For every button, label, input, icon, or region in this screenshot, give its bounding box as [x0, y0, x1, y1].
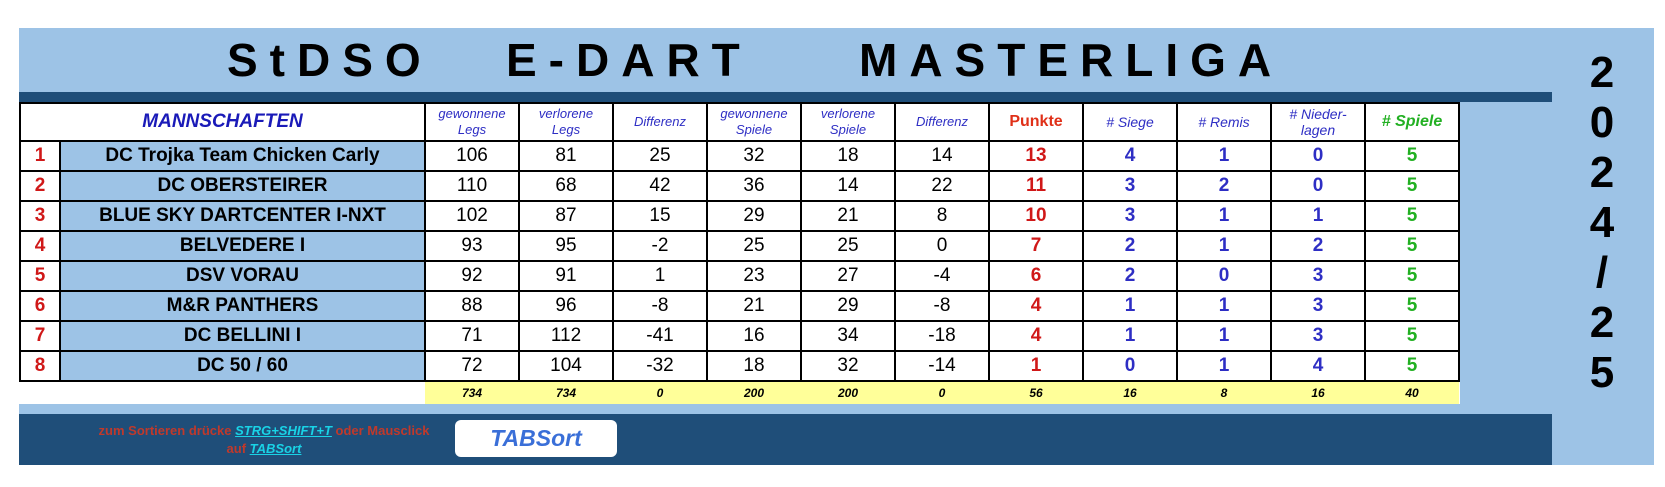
lost-legs: 87: [519, 201, 613, 231]
sort-hint: [64, 422, 464, 458]
games: 5: [1365, 261, 1459, 291]
total-wins: 16: [1083, 381, 1177, 404]
points: 1: [989, 351, 1083, 381]
rank-cell: 3: [20, 201, 60, 231]
game-diff: -18: [895, 321, 989, 351]
leg-diff: -41: [613, 321, 707, 351]
game-diff: 14: [895, 141, 989, 171]
won-games: 23: [707, 261, 801, 291]
footer-bar: [19, 414, 1552, 465]
games: 5: [1365, 171, 1459, 201]
draws: 1: [1177, 321, 1271, 351]
won-legs: 93: [425, 231, 519, 261]
wins: 4: [1083, 141, 1177, 171]
rank-cell: 1: [20, 141, 60, 171]
col-header-losses[interactable]: [1271, 103, 1365, 141]
game-diff: 22: [895, 171, 989, 201]
lost-legs: 95: [519, 231, 613, 261]
hint-text: zum Sortieren drücke: [98, 423, 236, 438]
hint-text: oder Mausclick: [331, 423, 430, 438]
lost-legs: 81: [519, 141, 613, 171]
title-part-2: E-DART: [506, 34, 752, 86]
rank-cell: 6: [20, 291, 60, 321]
total-won-games: 200: [707, 381, 801, 404]
team-name: DC Trojka Team Chicken Carly: [60, 141, 425, 171]
draws: 1: [1177, 231, 1271, 261]
leg-diff: 1: [613, 261, 707, 291]
points: 4: [989, 321, 1083, 351]
team-name: DSV VORAU: [60, 261, 425, 291]
tabsort-button[interactable]: TABSort: [455, 420, 617, 457]
season-char: 2: [1589, 48, 1615, 97]
hint-text: auf: [226, 441, 250, 456]
losses: 2: [1271, 231, 1365, 261]
lost-legs: 91: [519, 261, 613, 291]
draws: 0: [1177, 261, 1271, 291]
title-part-3: MASTERLIGA: [859, 34, 1284, 86]
game-diff: -8: [895, 291, 989, 321]
header-line: verlorene: [820, 106, 876, 121]
draws: 1: [1177, 141, 1271, 171]
lost-games: 18: [801, 141, 895, 171]
rank-cell: 8: [20, 351, 60, 381]
rank-cell: 7: [20, 321, 60, 351]
header-line: gewonnene: [720, 106, 788, 121]
won-games: 36: [707, 171, 801, 201]
won-legs: 106: [425, 141, 519, 171]
lost-legs: 68: [519, 171, 613, 201]
points: 4: [989, 291, 1083, 321]
wins: 2: [1083, 261, 1177, 291]
total-game-diff: 0: [895, 381, 989, 404]
col-header-game-diff[interactable]: Differenz: [895, 103, 989, 141]
col-header-points[interactable]: Punkte: [989, 103, 1083, 141]
col-header-won-games[interactable]: [707, 103, 801, 141]
wins: 1: [1083, 321, 1177, 351]
wins: 1: [1083, 291, 1177, 321]
team-name: DC BELLINI I: [60, 321, 425, 351]
lost-legs: 104: [519, 351, 613, 381]
game-diff: -4: [895, 261, 989, 291]
lost-legs: 96: [519, 291, 613, 321]
total-draws: 8: [1177, 381, 1271, 404]
col-header-mannschaften: MANNSCHAFTEN: [20, 103, 425, 141]
header-line: lagen: [1300, 122, 1336, 138]
season-char: 4: [1589, 198, 1615, 247]
leg-diff: -8: [613, 291, 707, 321]
table-row: [20, 351, 1459, 381]
total-losses: 16: [1271, 381, 1365, 404]
table-row: [20, 171, 1459, 201]
header-line: # Nieder-: [1289, 106, 1347, 122]
team-name: M&R PANTHERS: [60, 291, 425, 321]
col-header-won-legs[interactable]: [425, 103, 519, 141]
won-legs: 92: [425, 261, 519, 291]
header-line: Spiele: [829, 122, 867, 137]
points: 7: [989, 231, 1083, 261]
losses: 4: [1271, 351, 1365, 381]
col-header-lost-games[interactable]: [801, 103, 895, 141]
lost-games: 34: [801, 321, 895, 351]
wins: 2: [1083, 231, 1177, 261]
table-row: [20, 261, 1459, 291]
shortcut-link[interactable]: STRG+SHIFT+T: [235, 423, 332, 438]
games: 5: [1365, 201, 1459, 231]
points: 13: [989, 141, 1083, 171]
title-part-1: StDSO: [227, 34, 433, 86]
col-header-draws[interactable]: # Remis: [1177, 103, 1271, 141]
games: 5: [1365, 141, 1459, 171]
leg-diff: 15: [613, 201, 707, 231]
won-games: 21: [707, 291, 801, 321]
table-row: [20, 231, 1459, 261]
title-bar: [19, 28, 1552, 92]
leg-diff: -2: [613, 231, 707, 261]
header-line: Spiele: [735, 122, 773, 137]
games: 5: [1365, 291, 1459, 321]
total-won-legs: 734: [425, 381, 519, 404]
season-label: [1557, 48, 1647, 398]
draws: 2: [1177, 171, 1271, 201]
total-lost-legs: 734: [519, 381, 613, 404]
game-diff: -14: [895, 351, 989, 381]
rank-cell: 5: [20, 261, 60, 291]
divider: [19, 92, 1552, 102]
lost-games: 29: [801, 291, 895, 321]
wins: 0: [1083, 351, 1177, 381]
header-line: Legs: [551, 122, 581, 137]
season-char: 2: [1589, 148, 1615, 197]
points: 6: [989, 261, 1083, 291]
games: 5: [1365, 231, 1459, 261]
page-title: [19, 28, 1552, 92]
total-games: 40: [1365, 381, 1459, 404]
header-row: [20, 103, 1459, 141]
wins: 3: [1083, 171, 1177, 201]
draws: 1: [1177, 291, 1271, 321]
leg-diff: 25: [613, 141, 707, 171]
won-games: 29: [707, 201, 801, 231]
col-header-wins[interactable]: # Siege: [1083, 103, 1177, 141]
team-name: BELVEDERE I: [60, 231, 425, 261]
won-legs: 88: [425, 291, 519, 321]
losses: 1: [1271, 201, 1365, 231]
lost-games: 32: [801, 351, 895, 381]
won-legs: 110: [425, 171, 519, 201]
won-legs: 72: [425, 351, 519, 381]
total-leg-diff: 0: [613, 381, 707, 404]
table-row: [20, 141, 1459, 171]
table-row: [20, 291, 1459, 321]
lost-games: 25: [801, 231, 895, 261]
col-header-games[interactable]: # Spiele: [1365, 103, 1459, 141]
losses: 3: [1271, 291, 1365, 321]
lost-games: 21: [801, 201, 895, 231]
totals-row: [20, 381, 1459, 404]
lost-games: 14: [801, 171, 895, 201]
table-row: [20, 201, 1459, 231]
league-table: [19, 102, 1460, 404]
games: 5: [1365, 321, 1459, 351]
draws: 1: [1177, 351, 1271, 381]
season-char: 5: [1589, 348, 1615, 397]
header-line: verlorene: [538, 106, 594, 121]
won-games: 25: [707, 231, 801, 261]
leg-diff: -32: [613, 351, 707, 381]
points: 10: [989, 201, 1083, 231]
season-char: /: [1595, 248, 1609, 297]
col-header-lost-legs[interactable]: [519, 103, 613, 141]
won-games: 18: [707, 351, 801, 381]
col-header-leg-diff[interactable]: Differenz: [613, 103, 707, 141]
won-games: 16: [707, 321, 801, 351]
lost-games: 27: [801, 261, 895, 291]
draws: 1: [1177, 201, 1271, 231]
team-name: DC 50 / 60: [60, 351, 425, 381]
game-diff: 8: [895, 201, 989, 231]
wins: 3: [1083, 201, 1177, 231]
won-legs: 71: [425, 321, 519, 351]
table-row: [20, 321, 1459, 351]
rank-cell: 2: [20, 171, 60, 201]
game-diff: 0: [895, 231, 989, 261]
season-char: 2: [1589, 298, 1615, 347]
total-lost-games: 200: [801, 381, 895, 404]
leg-diff: 42: [613, 171, 707, 201]
losses: 0: [1271, 141, 1365, 171]
total-points: 56: [989, 381, 1083, 404]
points: 11: [989, 171, 1083, 201]
lost-legs: 112: [519, 321, 613, 351]
won-games: 32: [707, 141, 801, 171]
header-line: gewonnene: [438, 106, 506, 121]
header-line: Legs: [457, 122, 487, 137]
losses: 3: [1271, 261, 1365, 291]
losses: 3: [1271, 321, 1365, 351]
won-legs: 102: [425, 201, 519, 231]
games: 5: [1365, 351, 1459, 381]
losses: 0: [1271, 171, 1365, 201]
rank-cell: 4: [20, 231, 60, 261]
totals-blank: [20, 381, 425, 404]
team-name: DC OBERSTEIRER: [60, 171, 425, 201]
season-char: 0: [1589, 98, 1615, 147]
team-name: BLUE SKY DARTCENTER I-NXT: [60, 201, 425, 231]
tabsort-link[interactable]: TABSort: [249, 441, 302, 456]
